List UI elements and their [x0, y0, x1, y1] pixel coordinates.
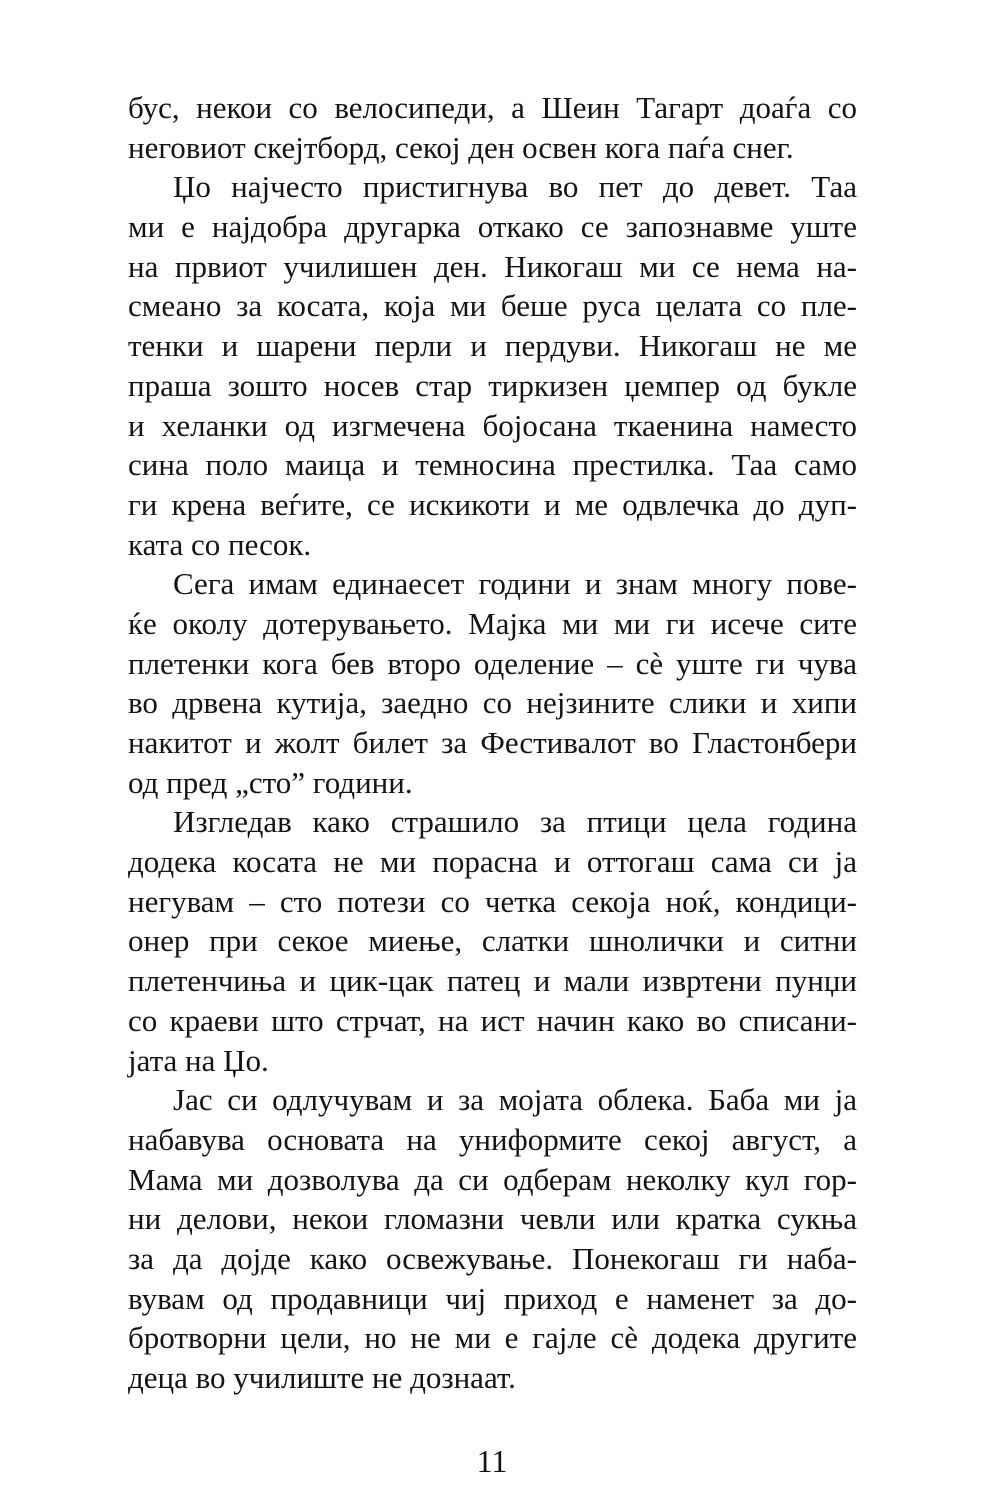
text-line: неговиот скејтборд, секој ден освен кога паѓа снег. — [128, 129, 794, 165]
text-line: ми е најдобра другарка откако се запознавме уште — [128, 209, 857, 245]
text-line: додека косата не ми порасна и оттогаш сама си ја — [128, 844, 857, 880]
text-block — [128, 88, 857, 1398]
text-line: плетенчиња и цик-цак патец и мали извртени пунџи — [128, 963, 857, 999]
text-line: смеано за косата, која ми беше руса целата со пле- — [128, 288, 857, 324]
text-line: тенки и шарени перли и пердуви. Никогаш не ме — [128, 328, 857, 364]
text-line: бротворни цели, но не ми е гајле сѐ додека другите — [128, 1320, 857, 1356]
text-line: јата на Џо. — [128, 1042, 269, 1078]
text-line: ќе околу дотерувањето. Мајка ми ми ги исече сите — [128, 605, 857, 641]
text-line: Мама ми дозволува да си одберам неколку кул гор- — [128, 1161, 857, 1197]
text-line: ни делови, некои гломазни чевли или кратка сукња — [128, 1201, 857, 1237]
text-line: на првиот училишен ден. Никогаш ми се нема на- — [128, 248, 857, 284]
text-line: негувам – сто потези со четка секоја ноќ, кондици- — [128, 883, 857, 919]
paragraph — [128, 564, 857, 802]
text-line: набавува основата на униформите секој август, а — [128, 1121, 857, 1157]
text-line: деца во училиште не дознаат. — [128, 1360, 516, 1395]
text-line: Изгледав како страшило за птици цела година — [173, 804, 857, 840]
text-line: Џо најчесто пристигнува во пет до девет. Таа — [173, 169, 857, 205]
text-line: праша зошто носев стар тиркизен џемпер од букле — [128, 367, 857, 403]
text-line: ги крена веѓите, се искикоти и ме одвлечка до дуп- — [128, 486, 857, 522]
text-line: во дрвена кутија, заедно со нејзините слики и хипи — [128, 685, 857, 721]
text-line: вувам од продавници чиј приход е наменет за до- — [128, 1280, 857, 1316]
paragraph — [128, 88, 857, 167]
text-line: Сега имам единаесет години и знам многу пове- — [173, 566, 857, 602]
paragraph — [128, 802, 857, 1080]
text-line: со краеви што стрчат, на ист начин како во списани- — [128, 1002, 857, 1038]
page-number: 11 — [476, 1443, 508, 1479]
paragraph — [128, 1080, 857, 1398]
text-line: онер при секое миење, слатки шнолички и ситни — [128, 923, 857, 959]
text-line: од пред „сто” години. — [128, 764, 413, 800]
text-line: сина поло маица и темносина престилка. Таа само — [128, 447, 857, 483]
text-line: за да дојде како освежување. Понекогаш ги наба- — [128, 1240, 857, 1276]
text-line: и хеланки од изгмечена бојосана ткаенина наместо — [128, 407, 857, 443]
text-line: бус, некои со велосипеди, а Шеин Тагарт доаѓа со — [128, 90, 857, 125]
paragraph — [128, 167, 857, 564]
text-line: Јас си одлучувам и за мојата облека. Баба ми ја — [173, 1082, 857, 1118]
text-line: плетенки кога бев второ оделение – сѐ уште ги чува — [128, 645, 857, 681]
text-line: накитот и жолт билет за Фестивалот во Гластонбери — [128, 725, 857, 760]
text-line: ката со песок. — [128, 526, 312, 562]
